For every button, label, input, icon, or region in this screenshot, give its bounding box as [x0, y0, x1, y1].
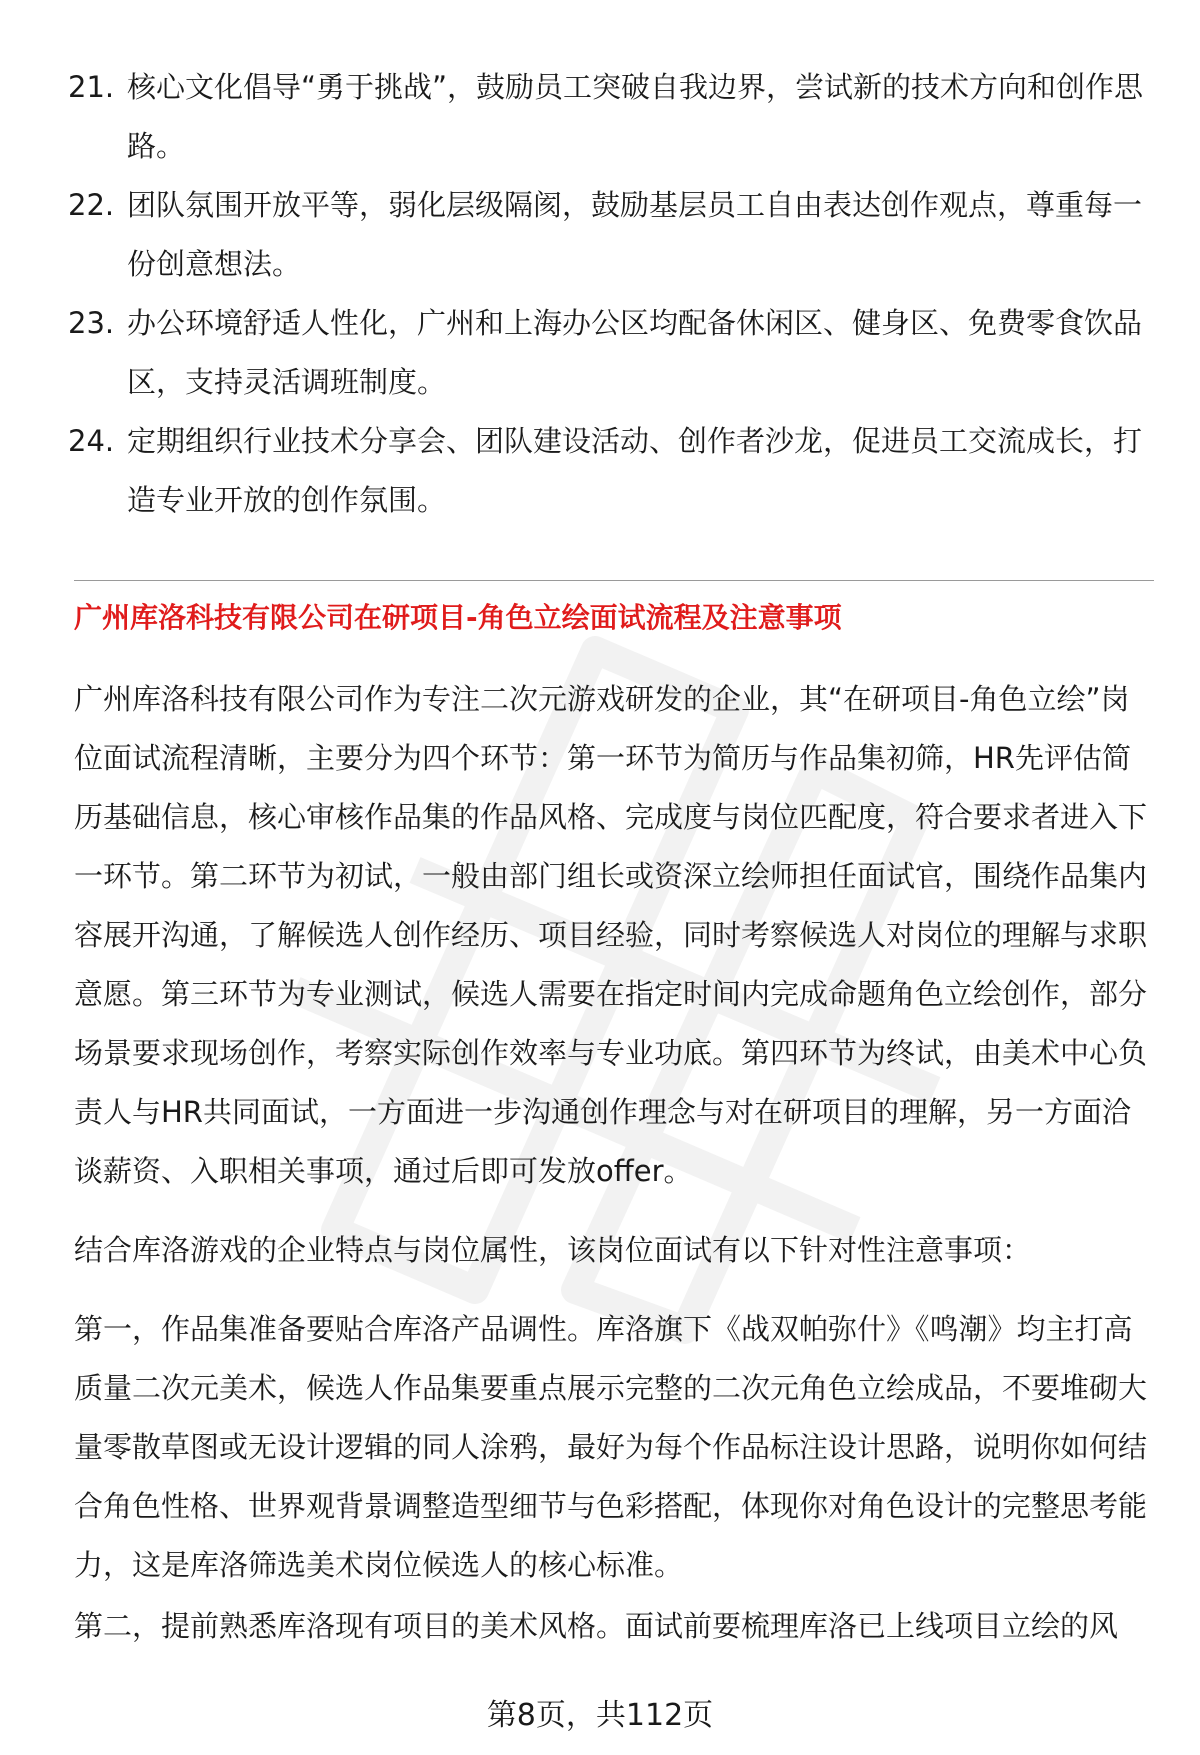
list-item-number: 24.: [68, 424, 115, 458]
section-title: 广州库洛科技有限公司在研项目-角色立绘面试流程及注意事项: [74, 601, 842, 634]
list-item-number: 21.: [68, 70, 115, 104]
list-item-text: 定期组织行业技术分享会、团队建设活动、创作者沙龙，促进员工交流成长，打造专业开放的创作氛围。: [127, 424, 1143, 517]
paragraph-note-first: 第一，作品集准备要贴合库洛产品调性。库洛旗下《战双帕弥什》《鸣潮》均主打高质量二次元美术，候选人作品集要重点展示完整的二次元角色立绘成品，不要堆砌大量零散草图或无设计逻辑的同人涂鸦，最好为每个作品标注设计思路，说明你如何结合角色性格、世界观背景调整造型细节与色彩搭配，体现你对角色设计的完整思考能力，这是库洛筛选美术岗位候选人的核心标准。: [74, 1312, 1148, 1582]
paragraph-note-second: 第二，提前熟悉库洛现有项目的美术风格。面试前要梳理库洛已上线项目立绘的风: [74, 1609, 1119, 1643]
list-item-number: 23.: [68, 306, 115, 340]
list-item: [68, 294, 1148, 412]
paragraph-interview-process: 广州库洛科技有限公司作为专注二次元游戏研发的企业，其“在研项目-角色立绘”岗位面试流程清晰，主要分为四个环节：第一环节为简历与作品集初筛，HR先评估简历基础信息，核心审核作品集的作品风格、完成度与岗位匹配度，符合要求者进入下一环节。第二环节为初试，一般由部门组长或资深立绘师担任面试官，围绕作品集内容展开沟通，了解候选人创作经历、项目经验，同时考察候选人对岗位的理解与求职意愿。第三环节为专业测试，候选人需要在指定时间内完成命题角色立绘创作，部分场景要求现场创作，考察实际创作效率与专业功底。第四环节为终试，由美术中心负责人与HR共同面试，一方面进一步沟通创作理念与对在研项目的理解，另一方面洽谈薪资、入职相关事项，通过后即可发放offer。: [74, 682, 1148, 1188]
page-number: 第8页，共112页: [486, 1698, 714, 1733]
paragraph-notes-intro: 结合库洛游戏的企业特点与岗位属性，该岗位面试有以下针对性注意事项：: [74, 1233, 1032, 1267]
list-item-text: 核心文化倡导“勇于挑战”，鼓励员工突破自我边界，尝试新的技术方向和创作思路。: [127, 70, 1144, 163]
list-item: [68, 58, 1148, 176]
list-item: [68, 412, 1148, 530]
section-body: [74, 670, 1154, 1656]
list-item-text: 团队氛围开放平等，弱化层级隔阂，鼓励基层员工自由表达创作观点，尊重每一份创意想法。: [127, 188, 1143, 281]
list-item-text: 办公环境舒适人性化，广州和上海办公区均配备休闲区、健身区、免费零食饮品区，支持灵活调班制度。: [127, 306, 1143, 399]
numbered-list: [68, 58, 1148, 530]
list-item: [68, 176, 1148, 294]
section-divider: [74, 580, 1154, 581]
list-item-number: 22.: [68, 188, 115, 222]
